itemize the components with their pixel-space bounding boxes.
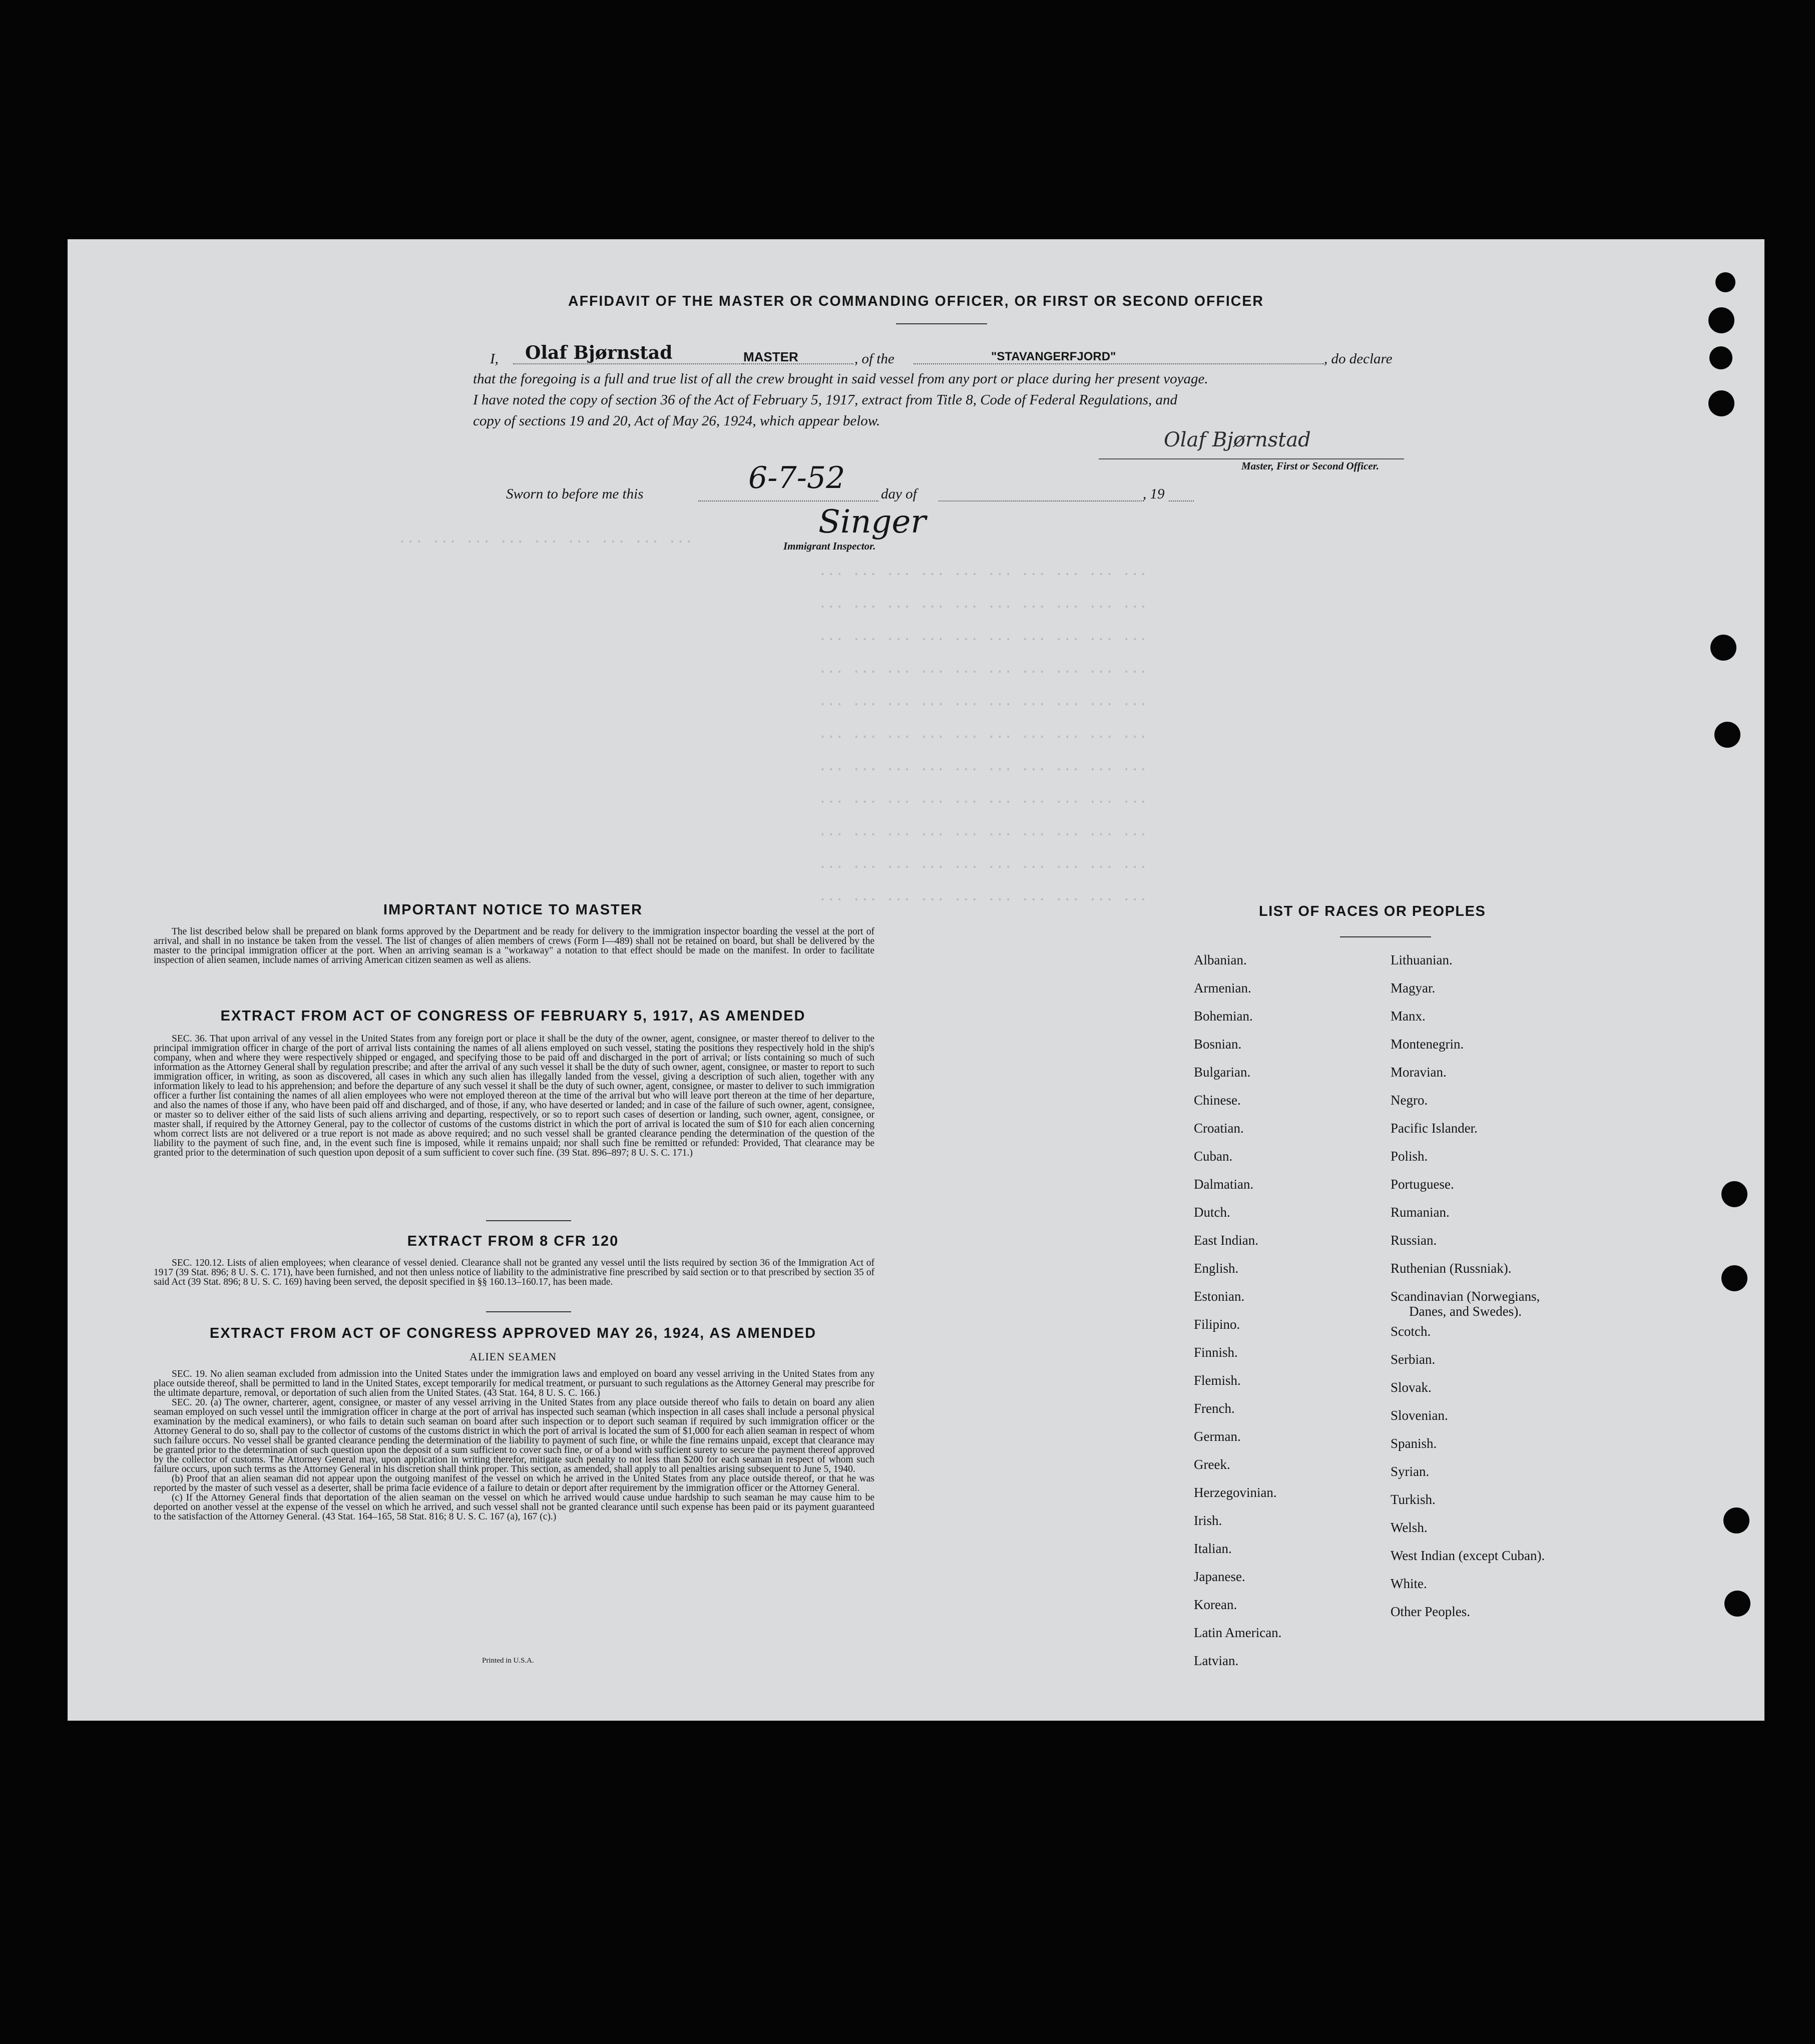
race-item: Turkish. [1391, 1492, 1436, 1507]
sworn-date: 6-7-52 [748, 460, 845, 495]
race-item: Greek. [1194, 1457, 1230, 1472]
bleed-through-text: ... ... ... ... ... ... ... ... ... ... [818, 757, 1148, 774]
race-item: West Indian (except Cuban). [1391, 1548, 1545, 1563]
extract-1924-body: SEC. 19. No alien seaman excluded from admission into the United States under the immigration laws and employed on board any vessel arriving in the United States from any place outside thereof, shall be permitted to land in the United States, except temporarily for medical treatment, or pursuant to such regulations as the Attorney General may prescribe for the ultimate departure, removal, or deportation of such alien from the United States. (43 Stat. 164, 8 U. S. C. 166.) SEC. 20. (a) The owner, charterer, agent, consignee, or master of any vessel arriving in the United States from any place outside thereof who fails to detain on board any alien seaman employed on such vessel until the immigration officer in charge at the port of arrival has inspected such seaman (which inspection in all cases shall include a personal physical examination by the medical examiners), or who fails to detain such seaman on board after such inspection or to deport such seaman if required by such immigration officer or the Attorney General to do so, shall pay to the collector of customs of the customs district in which the port of arrival is located the sum of $1,000 for each alien seaman in respect of whom such failure occurs. No vessel shall be granted clearance pending the determination of the liability to payment of such fine, or while the fine remains unpaid, except that clearance may be granted prior to the determination of such question upon the deposit of a sum sufficient to cover such fine, or of a bond with sufficient surety to secure the payment thereof approved by the collector of customs. The Attorney General may, upon application in writing therefor, mitigate such penalty to not less than $200 for each seaman in respect of whom such failure occurs, upon such terms as the Attorney General in his discretion shall think proper. This section, as amended, shall apply to all penalties arising subsequent to June 5, 1940. (b) Proof that an alien seaman did not appear upon the outgoing manifest of the vessel on which he arrived in the United States from any place outside thereof, or that he was reported by the master of such vessel as a deserter, shall be prima facie evidence of a failure to detain or deport after requirement by the immigration officer or the Attorney General. (c) If the Attorney General finds that deportation of the alien seaman on the vessel on which he arrived would cause undue hardship to such seaman he may cause him to be deported on another vessel at the expense of the vessel on which he arrived, and such vessel shall not be granted clearance until such expense has been paid or its payment guaranteed to the satisfaction of the Attorney General. (43 Stat. 164–165, 58 Stat. 816; 8 U. S. C. 167 (a), 167 (c).) [154, 1369, 874, 1522]
race-item: Latin American. [1194, 1625, 1282, 1640]
race-item: Ruthenian (Russniak). [1391, 1261, 1512, 1276]
race-item: Scandinavian (Norwegians, [1391, 1289, 1540, 1304]
declaration-line-2: that the foregoing is a full and true list of all the crew brought in said vessel from any port or place during her present voyage. [473, 371, 1208, 387]
i-label: I, [490, 351, 499, 367]
inspector-caption: Immigrant Inspector. [783, 540, 876, 552]
race-item: East Indian. [1194, 1233, 1258, 1248]
divider [1340, 936, 1431, 937]
race-item: Moravian. [1391, 1065, 1447, 1080]
race-item: Dutch. [1194, 1205, 1230, 1220]
punch-hole [1714, 722, 1740, 748]
race-item: Flemish. [1194, 1373, 1241, 1388]
race-item: Negro. [1391, 1093, 1428, 1108]
race-item: Italian. [1194, 1541, 1232, 1556]
extract-cfr-title: EXTRACT FROM 8 CFR 120 [407, 1233, 619, 1249]
punch-hole [1710, 635, 1736, 661]
race-item: Pacific Islander. [1391, 1121, 1478, 1136]
race-item: Armenian. [1194, 980, 1251, 995]
race-item: Montenegrin. [1391, 1037, 1464, 1052]
bleed-through-text: ... ... ... ... ... ... ... ... ... ... [818, 790, 1148, 806]
bleed-through-text: ... ... ... ... ... ... ... ... ... ... [818, 562, 1148, 579]
race-item: English. [1194, 1261, 1239, 1276]
race-item: Welsh. [1391, 1520, 1428, 1535]
extract-cfr-body: SEC. 120.12. Lists of alien employees; when clearance of vessel denied. Clearance shall not be granted any vessel until the lists required by section 36 of the Immigration Act of 1917 (39 Stat. 896; 8 U. S. C. 171), have been furnished, and not then unless notice of liability to the administrative fine prescribed by said section or to that prescribed by section 35 of said Act (39 Stat. 896; 8 U. S. C. 169) having been served, the deposit specified in §§ 160.13–160.17, has been made. [154, 1258, 874, 1287]
race-item: Dalmatian. [1194, 1177, 1254, 1192]
divider [896, 323, 987, 324]
race-item: Japanese. [1194, 1569, 1245, 1584]
race-item: Portuguese. [1391, 1177, 1454, 1192]
race-item: French. [1194, 1401, 1235, 1416]
divider [486, 1311, 571, 1312]
sworn-label: Sworn to before me this [506, 486, 644, 502]
punch-hole [1721, 1265, 1747, 1291]
race-item: Russian. [1391, 1233, 1437, 1248]
race-item: Spanish. [1391, 1436, 1437, 1451]
race-item: Bohemian. [1194, 1008, 1253, 1024]
bleed-through-text: ... ... ... ... ... ... ... ... ... ... [818, 627, 1148, 644]
alien-seamen-heading: ALIEN SEAMEN [470, 1350, 557, 1363]
punch-hole [1715, 272, 1735, 292]
race-item: White. [1391, 1576, 1427, 1591]
day-of-label: day of [881, 486, 917, 502]
race-item: Cuban. [1194, 1149, 1233, 1164]
race-item: Bosnian. [1194, 1037, 1242, 1052]
punch-hole [1708, 307, 1734, 333]
race-item: Bulgarian. [1194, 1065, 1251, 1080]
race-item: Korean. [1194, 1597, 1237, 1612]
bleed-through-text: ... ... ... ... ... ... ... ... ... ... [818, 725, 1148, 741]
notice-body: The list described below shall be prepared on blank forms approved by the Department and be ready for delivery to the immigration inspector boarding the vessel at the port of arrival, and shall in no instance be taken from the vessel. The list of changes of alien members of crews (Form I—489) shall not be retained on board, but shall be delivered by the master to the principal immigration officer at the port. When an arriving seaman is a "workaway" a notation to that effect should be made on the manifest. In order to facilitate inspection of alien seamen, include names of arriving American citizen seamen as well as aliens. [154, 926, 874, 965]
race-item: Magyar. [1391, 980, 1436, 995]
document-page [68, 239, 1764, 1721]
master-name: Olaf Bjørnstad [525, 342, 673, 363]
punch-hole [1723, 1507, 1749, 1534]
bleed-through-text: ... ... ... ... ... ... ... ... ... ... [818, 887, 1148, 904]
punch-hole [1721, 1181, 1747, 1207]
year-label: , 19 [1143, 486, 1165, 502]
punch-hole [1709, 346, 1732, 369]
do-declare-label: , do declare [1324, 351, 1393, 367]
race-item: Syrian. [1391, 1464, 1430, 1479]
punch-hole [1708, 390, 1734, 416]
bleed-through-text: ... ... ... ... ... ... ... ... ... ... [818, 660, 1148, 676]
extract-1917-title: EXTRACT FROM ACT OF CONGRESS OF FEBRUARY 5, 1917, AS AMENDED [220, 1008, 806, 1024]
divider [486, 1220, 571, 1221]
race-item: Albanian. [1194, 952, 1247, 967]
races-title: LIST OF RACES OR PEOPLES [1259, 903, 1486, 919]
extract-1917-body: SEC. 36. That upon arrival of any vessel in the United States from any foreign port or place it shall be the duty of the owner, agent, consignee, or master thereof to deliver to the principal immigration officer in charge of the port of arrival lists containing the names of all aliens employed on such vessel, stating the positions they respectively hold in the ship's company, when and where they were respectively shipped or engaged, and specifying those to be paid off and discharged in the port of arrival; or lists containing so much of such information as the Attorney General shall by regulation prescribe; and after the arrival of any such vessel it shall be the duty of such owner, agent, consignee, or master to report to such immigration officer, in writing, as soon as discovered, all cases in which any such alien has illegally landed from the vessel, giving a description of such alien, together with any information likely to lead to his apprehension; and before the departure of any such vessel it shall be the duty of such owner, agent, consignee, or master to deliver to such immigration officer a further list containing the names of all alien employees who were not employed thereon at the time of the arrival but who will leave port thereon at the time of her departure, and also the names of those if any, who have been paid off and discharged, and of those, if any, who have deserted or landed; and in case of the failure of such owner, agent, consignee, or master so to deliver either of the said lists of such aliens arriving and departing, respectively, or so to report such cases of desertion or landing, such owner, agent, consignee, or master shall, if required by the Attorney General, pay to the collector of customs of the customs district in which the port of arrival is located the sum of $10 for each alien concerning whom correct lists are not delivered or a true report is not made as above required; and no such vessel shall be granted clearance pending the determination of the question of the liability to the payment of such fine, and, in the event such fine is imposed, while it remains unpaid; nor shall such fine be remitted or refunded: Provided, That clearance may be granted prior to the determination of such question upon deposit of a sum sufficient to cover such fine. (39 Stat. 896–897; 8 U. S. C. 171.) [154, 1034, 874, 1158]
rank: MASTER [743, 349, 798, 364]
printed-in-usa: Printed in U.S.A. [482, 1657, 534, 1665]
race-item: Finnish. [1194, 1345, 1238, 1360]
race-item: Latvian. [1194, 1653, 1239, 1668]
declaration-line-4: copy of sections 19 and 20, Act of May 26, 1924, which appear below. [473, 413, 880, 429]
race-item: Estonian. [1194, 1289, 1245, 1304]
declaration-line-3: I have noted the copy of section 36 of the Act of February 5, 1917, extract from Title 8, Code of Federal Regulations, and [473, 392, 1178, 408]
race-item: Lithuanian. [1391, 952, 1453, 967]
declaration-line-1 [473, 342, 1492, 370]
race-item: Slovak. [1391, 1380, 1432, 1395]
race-item: Manx. [1391, 1008, 1426, 1024]
race-item: Filipino. [1194, 1317, 1240, 1332]
bleed-through-text: ... ... ... ... ... ... ... ... ... ... [818, 855, 1148, 871]
of-the-label: , of the [854, 351, 894, 367]
race-item: German. [1194, 1429, 1241, 1444]
bleed-through-text: ... ... ... ... ... ... ... ... ... ... [818, 595, 1148, 611]
punch-hole [1724, 1591, 1750, 1617]
race-item: Herzegovinian. [1194, 1485, 1277, 1500]
bleed-through-text: ... ... ... ... ... ... ... ... ... [398, 530, 694, 546]
notice-title: IMPORTANT NOTICE TO MASTER [383, 902, 643, 918]
race-item: Serbian. [1391, 1352, 1436, 1367]
race-item: Croatian. [1194, 1121, 1244, 1136]
race-item: Chinese. [1194, 1093, 1241, 1108]
race-item: Polish. [1391, 1149, 1428, 1164]
race-item: Irish. [1194, 1513, 1222, 1528]
master-signature: Olaf Bjørnstad [1164, 428, 1311, 451]
race-item: Other Peoples. [1391, 1604, 1470, 1619]
inspector-signature: Singer [818, 503, 926, 541]
race-item: Danes, and Swedes). [1409, 1304, 1522, 1319]
affidavit-title: AFFIDAVIT OF THE MASTER OR COMMANDING OFFICER, OR FIRST OR SECOND OFFICER [568, 293, 1264, 309]
signature-caption: Master, First or Second Officer. [1241, 460, 1379, 472]
bleed-through-text: ... ... ... ... ... ... ... ... ... ... [818, 692, 1148, 709]
vessel-name: "STAVANGERFJORD" [991, 350, 1116, 363]
race-item: Rumanian. [1391, 1205, 1450, 1220]
race-item: Scotch. [1391, 1324, 1431, 1339]
extract-1924-title: EXTRACT FROM ACT OF CONGRESS APPROVED MAY 26, 1924, AS AMENDED [209, 1325, 817, 1341]
race-item: Slovenian. [1391, 1408, 1448, 1423]
bleed-through-text: ... ... ... ... ... ... ... ... ... ... [818, 822, 1148, 839]
